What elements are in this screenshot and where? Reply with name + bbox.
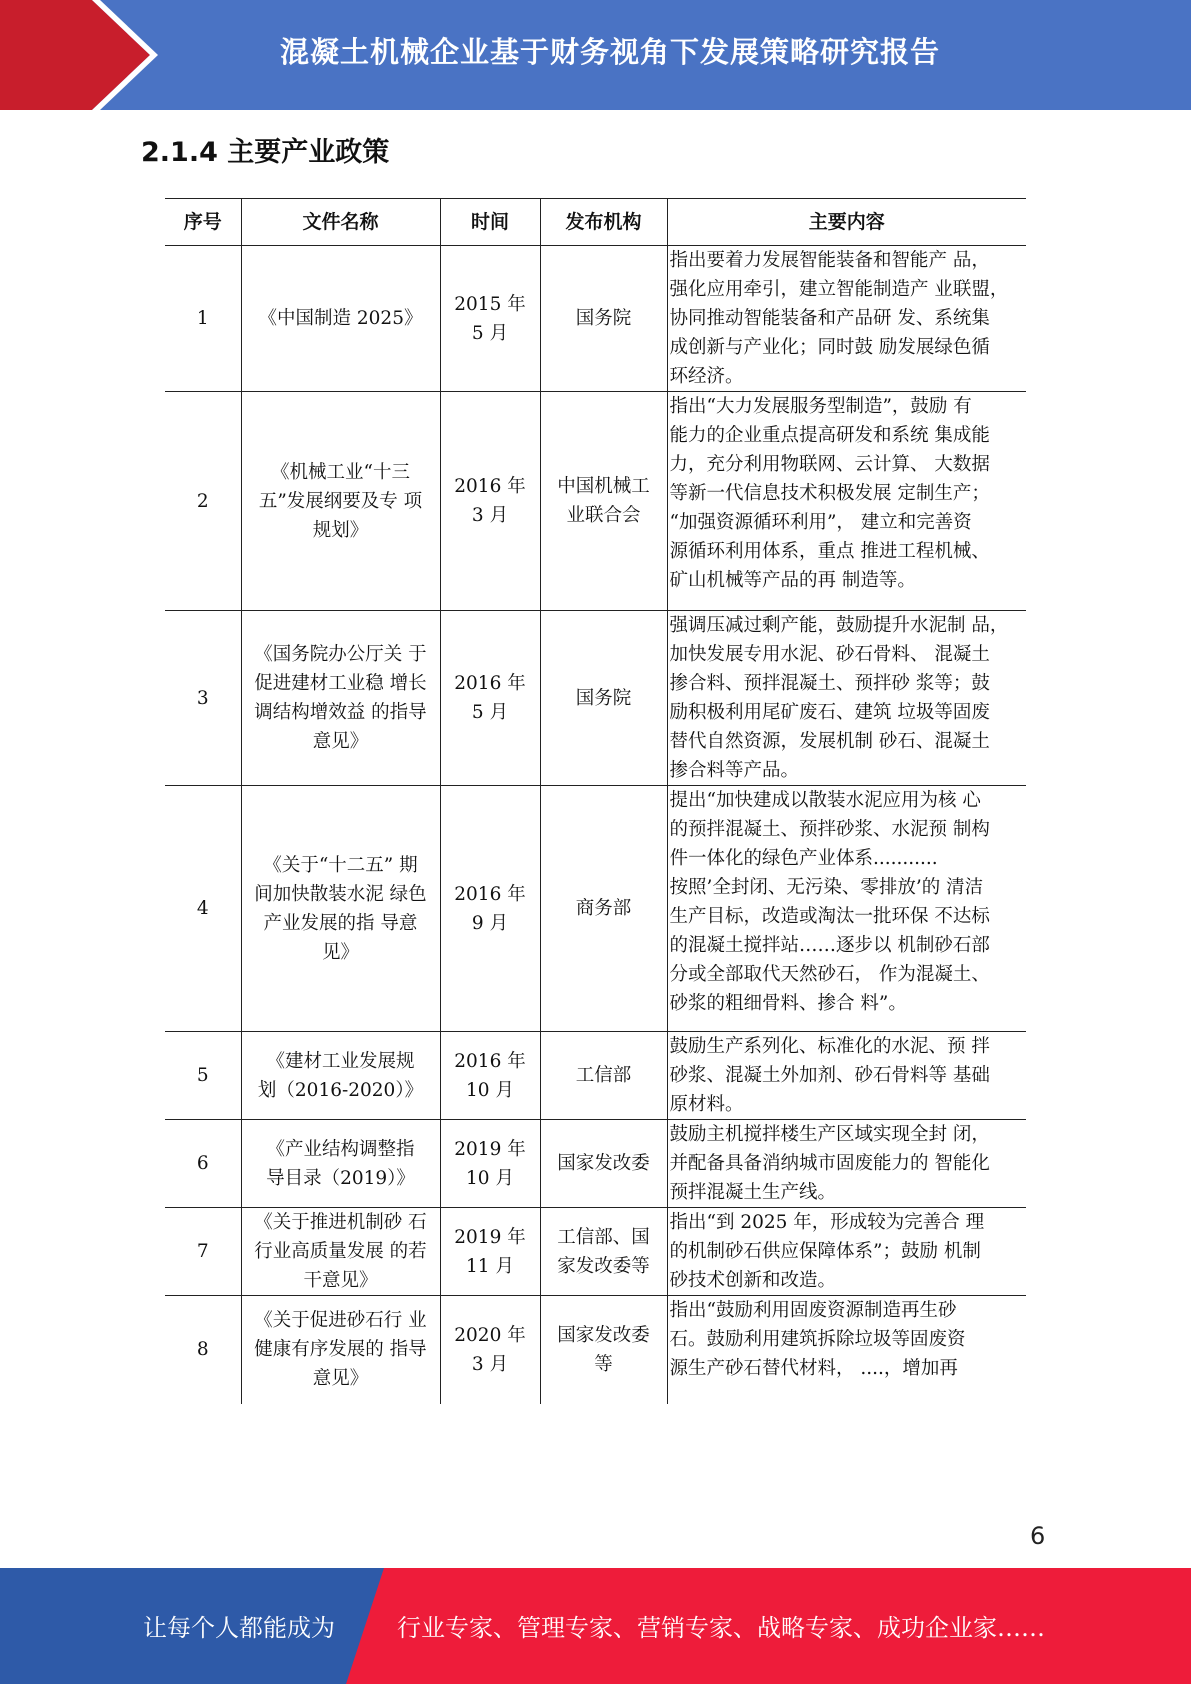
- cell-content: [667, 1296, 1026, 1404]
- page-footer: [0, 1568, 1191, 1684]
- cell-content-line: 砂技术创新和改造。: [669, 1270, 837, 1291]
- cell-agency-line: 国家发改委: [557, 1153, 650, 1174]
- cell-time-line: 2015 年: [454, 293, 526, 315]
- cell-agency: [540, 611, 667, 786]
- cell-content-line: 替代自然资源，发展机制 砂石、混凝土: [669, 731, 990, 752]
- cell-content: [667, 1032, 1026, 1120]
- cell-content-line: 励积极利用尾矿废石、建筑 垃圾等固废: [669, 702, 990, 723]
- cell-agency-line: 工信部、国: [557, 1226, 650, 1248]
- cell-name-line: 导目录（2019）》: [266, 1167, 415, 1189]
- cell-no: 4: [165, 786, 241, 1032]
- cell-name-line: 五”发展纲要及专 项: [258, 490, 423, 512]
- cell-content-line: 指出“大力发展服务型制造”，鼓励 有: [669, 396, 972, 417]
- cell-content-line: 提出“加快建成以散装水泥应用为核 心: [669, 790, 981, 811]
- cell-agency-line: 国务院: [575, 308, 632, 329]
- cell-content-line: 原材料。: [669, 1094, 744, 1115]
- cell-agency: [540, 1120, 667, 1208]
- cell-name-line: 《机械工业“十三: [271, 461, 410, 483]
- cell-name: [241, 1208, 440, 1296]
- cell-agency-line: 国务院: [575, 687, 632, 709]
- cell-content: [667, 786, 1026, 1032]
- cell-content-line: 协同推动智能装备和产品研 发、系统集: [669, 308, 990, 329]
- cell-content-line: “加强资源循环利用”， 建立和完善资: [669, 512, 972, 533]
- cell-time: [440, 392, 540, 611]
- cell-agency-line: 中国机械工: [557, 476, 650, 497]
- cell-content-line: 按照’全封闭、无污染、零排放’的 清洁: [669, 877, 984, 898]
- header-agency: 发布机构: [540, 199, 667, 246]
- footer-slogan-right: 行业专家、管理专家、营销专家、战略专家、成功企业家……: [397, 1614, 1045, 1642]
- cell-name-line: 健康有序发展的 指导: [254, 1339, 427, 1361]
- cell-content-line: 指出“到 2025 年，形成较为完善合 理: [669, 1212, 985, 1233]
- cell-content-line: 预拌混凝土生产线。: [669, 1182, 837, 1203]
- table-row: [165, 786, 1026, 1032]
- cell-name-line: 《国务院办公厅关 于: [254, 644, 427, 665]
- footer-slogan-left: 让每个人都能成为: [143, 1614, 335, 1642]
- cell-time: [440, 1296, 540, 1404]
- cell-content-line: 分或全部取代天然砂石， 作为混凝土、: [669, 964, 990, 985]
- cell-time-line: 2019 年: [454, 1226, 526, 1248]
- cell-no: 6: [165, 1120, 241, 1208]
- cell-time-line: 3 月: [471, 1353, 509, 1375]
- cell-name: [241, 1296, 440, 1404]
- cell-name-line: 意见》: [312, 731, 369, 752]
- header-name: 文件名称: [241, 199, 440, 246]
- cell-time-line: 2016 年: [454, 883, 526, 905]
- cell-no: 5: [165, 1032, 241, 1120]
- cell-content-line: 掺合料、预拌混凝土、预拌砂 浆等；鼓: [669, 673, 990, 694]
- policy-table: [165, 198, 1026, 1404]
- cell-name: 《中国制造 2025》: [241, 246, 440, 392]
- cell-agency-line: 国家发改委: [557, 1324, 650, 1346]
- cell-name-line: 促进建材工业稳 增长: [254, 673, 427, 694]
- cell-time-line: 9 月: [471, 912, 509, 934]
- cell-agency-line: 家发改委等: [557, 1255, 650, 1277]
- cell-content: [667, 246, 1026, 392]
- cell-content-line: 石。鼓励利用建筑拆除垃圾等固废资: [669, 1329, 966, 1350]
- cell-content-line: 并配备具备消纳城市固废能力的 智能化: [669, 1153, 990, 1174]
- cell-content-line: 件一体化的绿色产业体系...........: [669, 848, 938, 869]
- cell-time-line: 2019 年: [454, 1138, 526, 1160]
- cell-content-line: 源循环利用体系，重点 推进工程机械、: [669, 541, 990, 562]
- cell-content-line: 加快发展专用水泥、砂石骨料、 混凝土: [669, 644, 990, 665]
- cell-name-line: 调结构增效益 的指导: [254, 702, 427, 723]
- cell-name: [241, 1032, 440, 1120]
- header-no: 序号: [165, 199, 241, 246]
- cell-no: 2: [165, 392, 241, 611]
- cell-content-line: 成创新与产业化；同时鼓 励发展绿色循: [669, 337, 990, 358]
- cell-name-line: 干意见》: [303, 1270, 378, 1291]
- table-row: [165, 1296, 1026, 1404]
- cell-name: [241, 1120, 440, 1208]
- cell-name-line: 产业发展的指 导意: [263, 912, 418, 934]
- cell-name: [241, 392, 440, 611]
- header-title: 混凝土机械企业基于财务视角下发展策略研究报告: [280, 35, 941, 69]
- cell-content-line: 的预拌混凝土、预拌砂浆、水泥预 制构: [669, 819, 990, 840]
- table-row: [165, 1032, 1026, 1120]
- cell-time-line: 10 月: [466, 1167, 514, 1189]
- cell-content-line: 鼓励主机搅拌楼生产区域实现全封 闭，: [669, 1124, 990, 1145]
- cell-content-line: 矿山机械等产品的再 制造等。: [669, 570, 916, 591]
- cell-name-line: 意见》: [312, 1368, 369, 1390]
- section-title: 2.1.4 主要产业政策: [141, 137, 390, 168]
- cell-time-line: 10 月: [466, 1079, 514, 1101]
- cell-time-line: 2016 年: [454, 673, 526, 694]
- cell-agency: [540, 1208, 667, 1296]
- cell-name-line: 《产业结构调整指: [266, 1138, 415, 1160]
- cell-agency: [540, 1032, 667, 1120]
- page-number: 6: [1030, 1522, 1046, 1550]
- table-row: [165, 246, 1026, 392]
- cell-no: 7: [165, 1208, 241, 1296]
- cell-name-line: 《关于促进砂石行 业: [254, 1310, 427, 1332]
- cell-time: [440, 1032, 540, 1120]
- cell-content-line: 掺合料等产品。: [669, 760, 800, 781]
- cell-content: [667, 611, 1026, 786]
- cell-agency: [540, 786, 667, 1032]
- cell-time: [440, 1208, 540, 1296]
- cell-content-line: 鼓励生产系列化、标准化的水泥、预 拌: [669, 1036, 990, 1057]
- cell-content-line: 环经济。: [669, 366, 744, 387]
- cell-content-line: 指出要着力发展智能装备和智能产 品，: [669, 250, 990, 271]
- cell-no: 3: [165, 611, 241, 786]
- cell-time: [440, 246, 540, 392]
- cell-time: [440, 1120, 540, 1208]
- table-row: [165, 1120, 1026, 1208]
- cell-time-line: 2016 年: [454, 1050, 526, 1072]
- cell-name-line: 《建材工业发展规: [266, 1050, 415, 1072]
- cell-content-line: 能力的企业重点提高研发和系统 集成能: [669, 425, 990, 446]
- cell-time: [440, 786, 540, 1032]
- cell-content: [667, 1208, 1026, 1296]
- page-header: [0, 0, 1191, 110]
- cell-agency-line: 商务部: [575, 898, 632, 919]
- cell-content: [667, 1120, 1026, 1208]
- cell-agency: [540, 1296, 667, 1404]
- cell-content-line: 源生产砂石替代材料， ....，增加再: [669, 1358, 958, 1379]
- cell-agency-line: 业联合会: [566, 505, 641, 526]
- cell-name-line: 见》: [321, 941, 359, 963]
- cell-time-line: 2016 年: [454, 476, 526, 497]
- table-row: [165, 1208, 1026, 1296]
- cell-content-line: 的机制砂石供应保障体系”；鼓励 机制: [669, 1241, 981, 1262]
- cell-time-line: 5 月: [471, 702, 509, 723]
- cell-name-line: 划（2016-2020）》: [257, 1079, 424, 1101]
- cell-agency: [540, 392, 667, 611]
- cell-content-line: 力，充分利用物联网、云计算、 大数据: [669, 454, 990, 475]
- cell-agency: [540, 246, 667, 392]
- table-row: [165, 611, 1026, 786]
- table-row: [165, 392, 1026, 611]
- cell-content-line: 强调压减过剩产能，鼓励提升水泥制 品，: [669, 615, 1009, 636]
- cell-time-line: 11 月: [466, 1255, 514, 1277]
- cell-content-line: 等新一代信息技术积极发展 定制生产；: [669, 483, 990, 504]
- cell-content-line: 指出“鼓励利用固废资源制造再生砂: [669, 1300, 957, 1321]
- cell-time: [440, 611, 540, 786]
- cell-content-line: 强化应用牵引，建立智能制造产 业联盟，: [669, 279, 1009, 300]
- cell-agency-line: 等: [594, 1353, 613, 1375]
- cell-name-line: 规划》: [312, 519, 369, 541]
- cell-content-line: 砂浆、混凝土外加剂、砂石骨料等 基础: [669, 1065, 990, 1086]
- cell-name-line: 《关于“十二五” 期: [263, 854, 418, 876]
- cell-no: 8: [165, 1296, 241, 1404]
- cell-no: 1: [165, 246, 241, 392]
- cell-time-line: 3 月: [471, 505, 509, 526]
- cell-time-line: 2020 年: [454, 1324, 526, 1346]
- header-content: 主要内容: [667, 199, 1026, 246]
- cell-agency-line: 工信部: [575, 1065, 632, 1086]
- cell-content-line: 砂浆的粗细骨料、掺合 料”。: [669, 993, 907, 1014]
- cell-name-line: 行业高质量发展 的若: [254, 1241, 427, 1262]
- header-time: 时间: [440, 199, 540, 246]
- cell-time-line: 5 月: [471, 322, 509, 344]
- cell-content-line: 生产目标，改造或淘汰一批环保 不达标: [669, 906, 990, 927]
- cell-name-line: 《关于推进机制砂 石: [254, 1212, 427, 1233]
- cell-name: [241, 611, 440, 786]
- table-header-row: [165, 199, 1026, 246]
- cell-name: [241, 786, 440, 1032]
- cell-content: [667, 392, 1026, 611]
- cell-name-line: 间加快散装水泥 绿色: [254, 883, 427, 905]
- cell-content-line: 的混凝土搅拌站……逐步以 机制砂石部: [669, 935, 990, 956]
